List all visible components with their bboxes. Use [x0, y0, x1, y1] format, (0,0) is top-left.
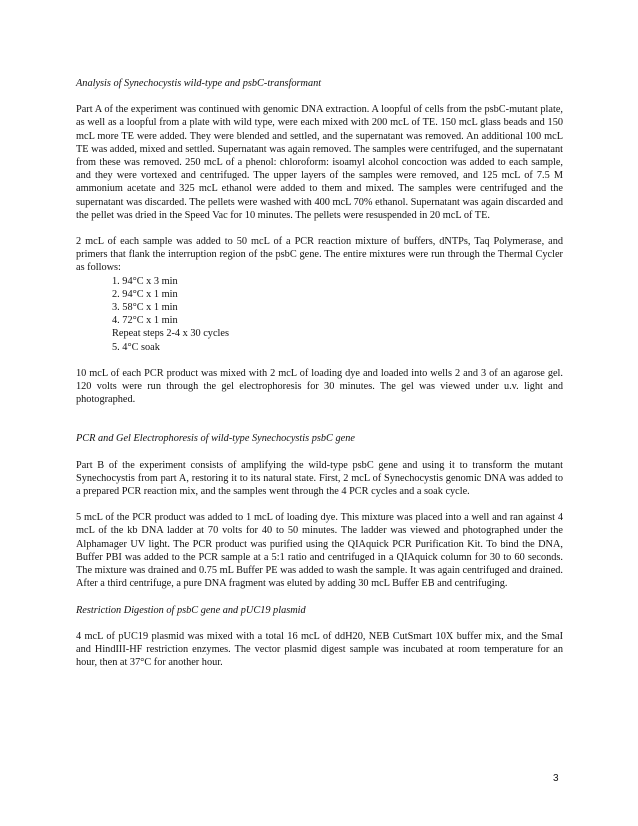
thermal-cycler-steps	[112, 275, 563, 354]
page-number: 3	[553, 773, 559, 784]
section-heading-restriction: Restriction Digestion of psbC gene and pUC19 plasmid	[76, 604, 306, 616]
paragraph-dna-extraction: Part A of the experiment was continued with genomic DNA extraction. A loopful of cells from the psbC-mutant plate, as well as a loopful from a plate with wild type, were each mixed with 200 mcL of TE. 150 mcL glass beads and 150 mcL more TE were added. They were blended and settled, and the supernatant was removed. An additional 100 mcL TE was added, mixed and settled. Supernatant was again removed. The samples were centrifuged, and the supernatant from these was removed. 250 mcL of a phenol: chloroform: isoamyl alcohol concoction was added to each sample, and they were vortexed and centrifuged. The upper layers of the samples were removed, and 125 mcL of 7.5 M ammonium acetate and 325 mcL ethanol were added to them and mixed. The samples were centrifuged and the supernatant was discarded. The pellets were washed with 400 mcL 70% ethanol. Supernatant was again discarded and the pellet was dried in the Speed Vac for 10 minutes. The pellets were resuspended in 20 mcL of TE.	[76, 104, 563, 221]
cycler-step: Repeat steps 2-4 x 30 cycles	[112, 328, 229, 340]
document-body	[76, 77, 563, 682]
cycler-step: 5. 4°C soak	[112, 341, 160, 353]
cycler-step: 3. 58°C x 1 min	[112, 302, 178, 314]
section-spacer	[76, 419, 563, 432]
cycler-step: 2. 94°C x 1 min	[112, 288, 178, 300]
cycler-step: 4. 72°C x 1 min	[112, 315, 178, 327]
paragraph-part-b: Part B of the experiment consists of amplifying the wild-type psbC gene and using it to transform the mutant Synechocystis from part A, restoring it to its natural state. First, 2 mcL of Synechocystis genomic DNA was added to a prepared PCR reaction mix, and the samples went through the 4 PCR cycles and a soak cycle.	[76, 459, 563, 498]
paragraph-gel-loading: 10 mcL of each PCR product was mixed with 2 mcL of loading dye and loaded into wells 2 and 3 of an agarose gel. 120 volts were run through the gel electrophoresis for 30 minutes. The gel was viewed under u.v. light and photographed.	[76, 367, 563, 406]
paragraph-pcr-mixture: 2 mcL of each sample was added to 50 mcL of a PCR reaction mixture of buffers, dNTPs, Taq Polymerase, and primers that flank the interruption region of the psbC gene. The entire mixtures were run through the Thermal Cycler as follows:	[76, 236, 563, 274]
cycler-step: 1. 94°C x 3 min	[112, 275, 178, 287]
paragraph-restriction-digest: 4 mcL of pUC19 plasmid was mixed with a total 16 mcL of ddH20, NEB CutSmart 10X buffer mix, and the SmaI and HindIII-HF restriction enzymes. The vector plasmid digest sample was incubated at room temperature for an hour, then at 37°C for another hour.	[76, 630, 563, 669]
section-heading-pcr-gel: PCR and Gel Electrophoresis of wild-type Synechocystis psbC gene	[76, 433, 355, 445]
paragraph-purification: 5 mcL of the PCR product was added to 1 mcL of loading dye. This mixture was placed into a well and ran against 4 mcL of the kb DNA ladder at 70 volts for 40 to 50 minutes. The ladder was viewed and photographed under the Alphamager UV light. The PCR product was purified using the QIAquick PCR Purification Kit. To bind the DNA, Buffer PBI was added to the PCR sample at a 5:1 ratio and centrifuged in a QIAquick column for 30 to 60 seconds. The mixture was drained and 0.75 mL Buffer PE was added to wash the sample. It was again centrifuged and drained. After a third centrifuge, a pure DNA fragment was eluted by adding 30 mcL Buffer EB and centrifuging.	[76, 512, 563, 590]
section-heading-analysis: Analysis of Synechocystis wild-type and psbC-transformant	[76, 78, 322, 89]
